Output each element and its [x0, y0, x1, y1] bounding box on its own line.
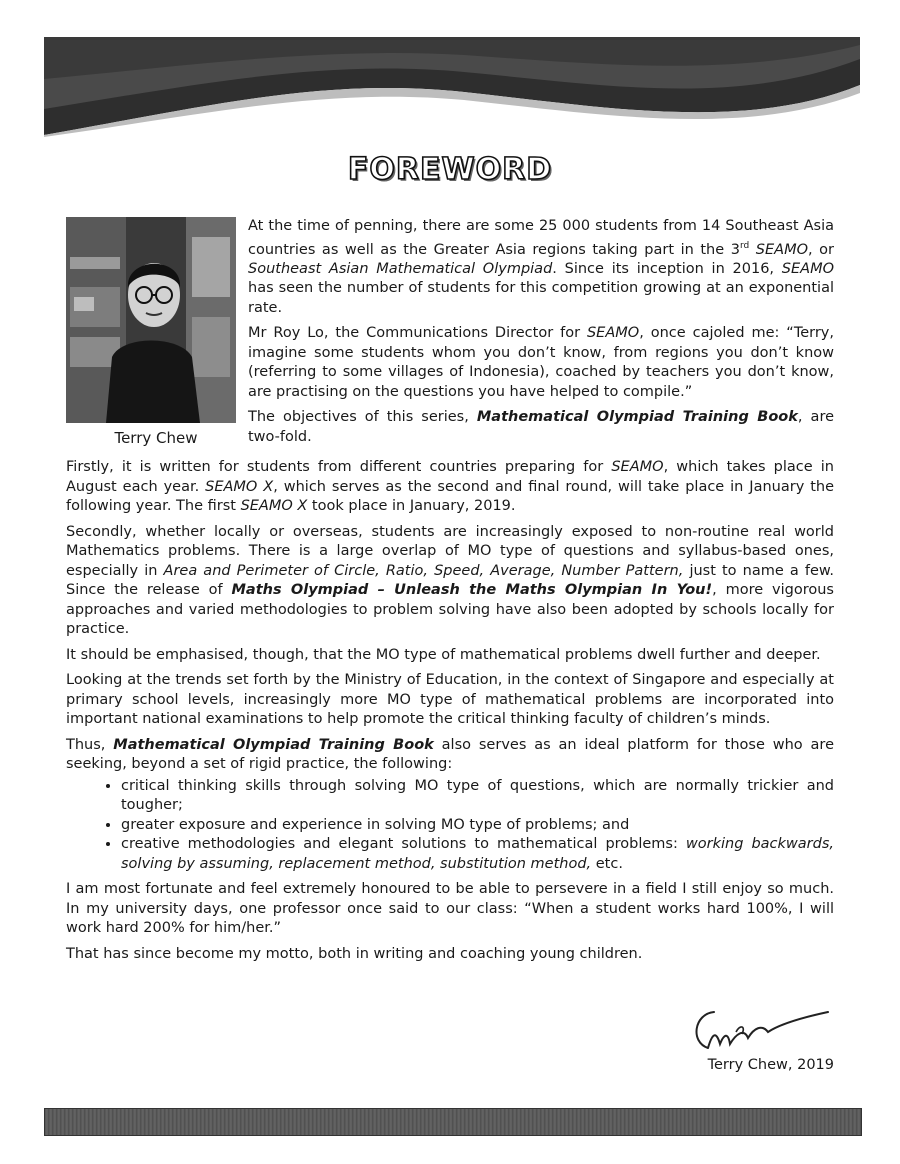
paragraph-7: Looking at the trends set forth by the Ministry of Education, in the context of Singapore and especially at primary school levels, increasingly more MO type of mathematical problems are incorporated into important national examinations to help promote the critical thinking faculty of children’s minds.: [66, 672, 834, 727]
signoff-name: Terry Chew, 2019: [707, 1057, 834, 1073]
paragraph-1: At the time of penning, there are some 25 000 students from 14 Southeast Asia countries as well as the Greater Asia regions taking part in the 3rd SEAMO, or Southeast Asian Mathematical Olympiad. Since its inception in 2016, SEAMO has seen the number of students for this competition growing at an exponential rate.: [248, 218, 834, 316]
header-wave-banner: [44, 37, 860, 137]
bullet-item: • creative methodologies and elegant solutions to mathematical problems: working backwards, solving by assuming, replacement method, substitution method, etc.: [121, 835, 834, 874]
bullet-item: • greater exposure and experience in solving MO type of problems; and: [121, 816, 834, 836]
body-text: [66, 458, 834, 970]
intro-text: [248, 217, 834, 453]
photo-caption: Terry Chew: [114, 429, 198, 447]
signature-image: [684, 1004, 834, 1056]
author-photo: [66, 217, 236, 423]
paragraph-8: Thus, Mathematical Olympiad Training Book also serves as an ideal platform for those who are seeking, beyond a set of rigid practice, the following:: [66, 736, 834, 772]
paragraph-2: Mr Roy Lo, the Communications Director for SEAMO, once cajoled me: “Terry, imagine some students whom you don’t know, from regions you don’t know (referring to some villages of Indonesia), coached by teachers you don’t know, are practising on the questions you have helped to compile.”: [248, 325, 834, 400]
bullet-list: [66, 777, 834, 875]
paragraph-4: Firstly, it is written for students from different countries preparing for SEAMO, which takes place in August each year. SEAMO X, which serves as the second and final round, will take place in January the following year. The first SEAMO X took place in January, 2019.: [66, 459, 834, 514]
paragraph-9: I am most fortunate and feel extremely honoured to be able to persevere in a field I still enjoy so much. In my university days, one professor once said to our class: “When a student works hard 100%, I will work hard 200% for him/her.”: [66, 881, 834, 936]
bullet-item: • critical thinking skills through solving MO type of questions, which are normally trickier and tougher;: [121, 777, 834, 816]
paragraph-3: The objectives of this series, Mathematical Olympiad Training Book, are two-fold.: [248, 409, 835, 445]
footer-band: [44, 1108, 862, 1136]
page-title: FOREWORD: [347, 152, 553, 187]
paragraph-10: That has since become my motto, both in writing and coaching young children.: [66, 945, 643, 962]
paragraph-5: Secondly, whether locally or overseas, students are increasingly exposed to non-routine real world Mathematics problems. There is a large overlap of MO type of questions and syllabus-based ones, especially in Area and Perimeter of Circle, Ratio, Speed, Average, Number Pattern, just to name a few. Since the release of Maths Olympiad – Unleash the Maths Olympian In You!, more vigorous approaches and varied methodologies to problem solving have also been adopted by schools locally for practice.: [66, 523, 834, 637]
paragraph-6: It should be emphasised, though, that the MO type of mathematical problems dwell further and deeper.: [66, 646, 821, 663]
